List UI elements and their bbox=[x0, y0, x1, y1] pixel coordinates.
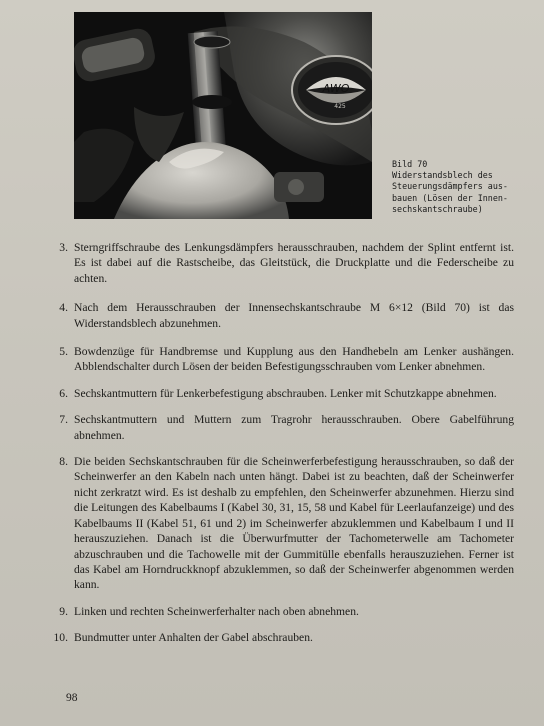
list-item bbox=[46, 412, 514, 443]
list-item bbox=[46, 604, 514, 619]
list-item bbox=[46, 454, 514, 593]
step-text: Nach dem Herausschrauben der Innensechskantschraube M 6×12 (Bild 70) ist das Widerstandsblech abzunehmen. bbox=[74, 301, 514, 330]
list-item bbox=[46, 344, 514, 375]
caption-line: Widerstandsblech des bbox=[392, 170, 493, 181]
step-text: Linken und rechten Scheinwerferhalter nach oben abnehmen. bbox=[74, 604, 359, 618]
emblem-text: AWO bbox=[322, 82, 350, 95]
step-text: Bundmutter unter Anhalten der Gabel abschrauben. bbox=[74, 631, 313, 645]
instruction-list bbox=[46, 240, 514, 657]
figure-photo bbox=[74, 12, 372, 219]
step-text: Die beiden Sechskantschrauben für die Scheinwerferbefestigung herausschrauben, so daß der Scheinwerfer an den Kabeln nach unten hängt. Dabei ist zu beachten, daß der Scheinwerfer nicht zerkratzt wird. Es ist deshalb zu empfehlen, den Scheinwerfer abzunehmen. Hierzu sind die Leitungen des Kabelbaums I (Kabel 30, 31, 15, 58 und Kabel für Leerlaufanzeige) und des Kabelbaums II (Kabel 51, 61 und 2) im Scheinwerfer abzuklemmen und Kabelbaum I und II herauszuziehen. Danach ist die Überwurfmutter der Tachometerwelle am Tachometer abzuschrauben und die Tachowelle mit der Gummitülle ebenfalls herauszuziehen. Ferner ist das Kabel am Horndruckknopf abzuklemmen, so daß der Scheinwerfer abgenommen werden kann. bbox=[74, 455, 514, 592]
caption-line: sechskantschraube) bbox=[392, 203, 483, 214]
caption-line: Steuerungsdämpfers aus- bbox=[392, 181, 508, 192]
list-item bbox=[46, 300, 514, 331]
caption-line: bauen (Lösen der Innen- bbox=[392, 192, 508, 203]
step-number: 8. bbox=[59, 455, 68, 469]
step-number: 6. bbox=[59, 386, 68, 400]
caption-line: Bild 70 bbox=[392, 159, 428, 169]
step-text: Sechskantmuttern für Lenkerbefestigung abschrauben. Lenker mit Schutzkappe abnehmen. bbox=[74, 386, 497, 400]
step-number: 3. bbox=[59, 241, 68, 254]
step-number: 7. bbox=[59, 413, 68, 427]
step-number: 9. bbox=[59, 604, 68, 618]
step-text: Sechskantmuttern und Muttern zum Tragrohr herausschrauben. Obere Gabelführung abnehmen. bbox=[74, 413, 514, 442]
step-text: Sterngriffschraube des Lenkungsdämpfers herausschrauben, nachdem der Splint entfernt ist. Es ist dabei auf die Rastscheibe, das Gleitstück, die Druckplatte und die Federscheibe zu achten. bbox=[74, 241, 514, 285]
motorcycle-photo-illustration bbox=[74, 12, 372, 219]
page-number: 98 bbox=[66, 692, 78, 704]
list-item bbox=[46, 630, 514, 645]
list-item bbox=[46, 386, 514, 401]
step-text: Bowdenzüge für Handbremse und Kupplung aus den Handhebeln am Lenker aushängen. Abblendschalter durch Lösen der beiden Befestigungsschrauben vom Lenker abnehmen. bbox=[74, 345, 514, 374]
step-number: 5. bbox=[59, 345, 68, 359]
step-number: 10. bbox=[53, 631, 68, 645]
step-number: 4. bbox=[59, 301, 68, 315]
figure-caption bbox=[392, 159, 524, 215]
list-item bbox=[46, 240, 514, 286]
emblem-number: 425 bbox=[334, 103, 346, 110]
